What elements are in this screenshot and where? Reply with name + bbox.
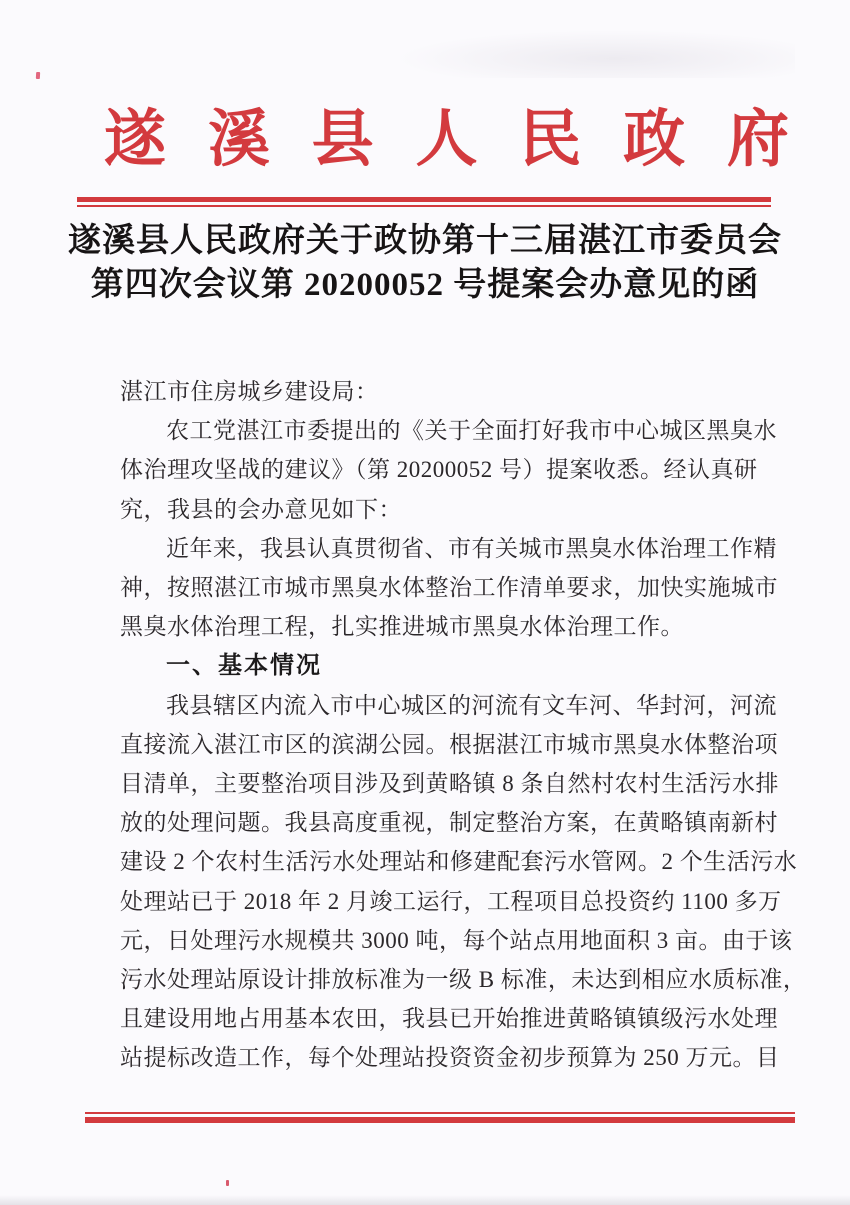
body-line: 体治理攻坚战的建议》（第 20200052 号）提案收悉。经认真研 <box>120 457 758 483</box>
scan-edge-shadow <box>0 1195 850 1205</box>
body-line: 放的处理问题。我县高度重视，制定整治方案，在黄略镇南新村 <box>120 810 778 836</box>
body-line: 元，日处理污水规模共 3000 吨，每个站点用地面积 3 亩。由于该 <box>120 927 793 953</box>
document-body <box>120 372 807 1078</box>
scan-smudge <box>395 30 795 78</box>
footer-rule-bottom <box>85 1112 795 1123</box>
body-line: 建设 2 个农村生活污水处理站和修建配套污水管网。2 个生活污水 <box>120 849 798 875</box>
body-line: 近年来，我县认真贯彻省、市有关城市黑臭水体治理工作精 <box>166 535 777 561</box>
document-title <box>0 219 850 307</box>
org-name: 遂 溪 县 人 民 政 府 <box>104 106 789 174</box>
section-heading: 一、基本情况 <box>166 652 322 680</box>
body-line: 农工党湛江市委提出的《关于全面打好我市中心城区黑臭水 <box>166 418 777 444</box>
recipient-line: 湛江市住房城乡建设局： <box>120 379 379 404</box>
body-line: 且建设用地占用基本农田，我县已开始推进黄略镇镇级污水处理 <box>120 1006 778 1032</box>
body-line: 目清单，主要整治项目涉及到黄略镇 8 条自然村农村生活污水排 <box>120 771 779 797</box>
rule-thick-bar <box>85 1117 795 1123</box>
document-title-line1: 遂溪县人民政府关于政协第十三届湛江市委员会 <box>68 223 782 259</box>
scan-speck <box>226 1180 229 1186</box>
body-line: 究，我县的会办意见如下： <box>120 496 402 522</box>
scan-speck <box>36 72 40 79</box>
body-line: 处理站已于 2018 年 2 月竣工运行，工程项目总投资约 1100 多万 <box>120 888 782 914</box>
body-line: 直接流入湛江市区的滨湖公园。根据湛江市城市黑臭水体整治项 <box>120 731 778 757</box>
body-line: 神，按照湛江市城市黑臭水体整治工作清单要求，加快实施城市 <box>120 575 778 601</box>
body-line: 黑臭水体治理工程，扎实推进城市黑臭水体治理工作。 <box>120 614 684 640</box>
body-line: 站提标改造工作，每个处理站投资资金初步预算为 250 万元。目 <box>120 1045 780 1071</box>
body-line: 我县辖区内流入市中心城区的河流有文车河、华封河，河流 <box>166 692 777 718</box>
document-title-line2: 第四次会议第 20200052 号提案会办意见的函 <box>90 267 760 303</box>
rule-thin-bar <box>77 205 771 207</box>
letterhead-rule-top <box>77 197 771 207</box>
body-line: 污水处理站原设计排放标准为一级 B 标准，未达到相应水质标准， <box>120 967 807 993</box>
